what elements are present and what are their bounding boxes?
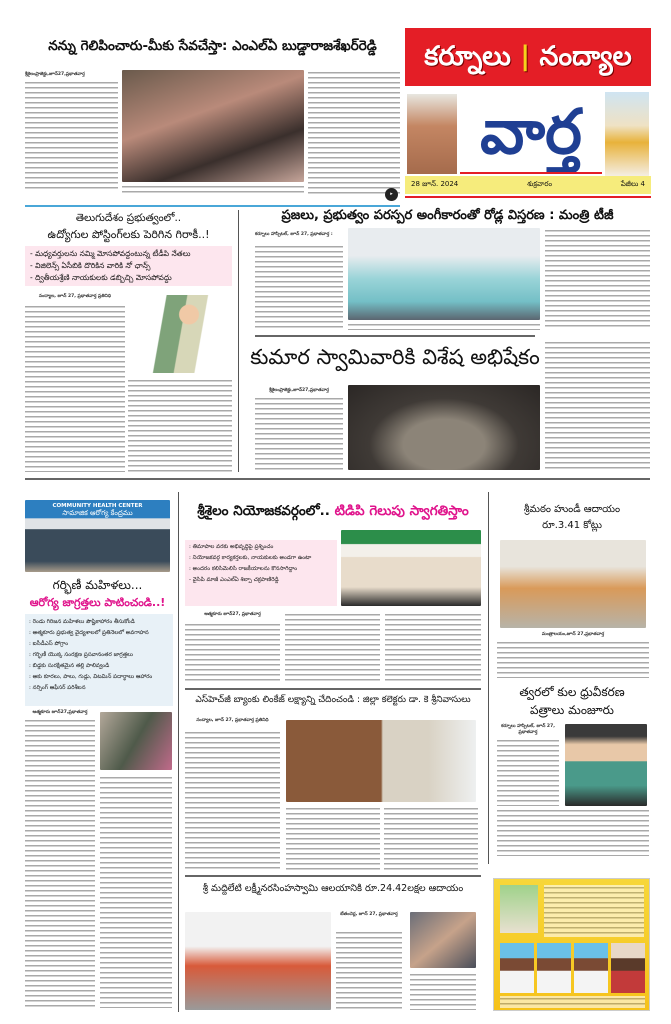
ad-portrait (500, 943, 534, 993)
logo-underline (460, 172, 602, 174)
temple-photo (348, 385, 540, 470)
section-divider (185, 875, 481, 877)
srimatham-dateline: మంత్రాలయం,జూన్ 27,ప్రభాతవార్త (541, 632, 605, 637)
health-center-photo (25, 500, 170, 572)
top-story-headline: నన్ను గెలిపించారు-మీకు సేవచేస్తా: ఎంఎల్‌ఏ బుడ్డారాజశేఖర్‌రెడ్డి (48, 38, 377, 54)
ad-portrait (611, 943, 645, 993)
highlight-item: : రెండు గిరిజన మహిళలు పౌష్టికాహారం తీసుకోండి (29, 619, 135, 625)
health-highlights (25, 614, 173, 706)
maddileti-body (336, 930, 402, 1010)
hundi-photo (500, 540, 646, 628)
issue-weekday: శుక్రవారం (527, 180, 553, 188)
kumara-body-2 (545, 340, 650, 470)
kumara-headline: కుమార స్వామివారికి విశేష అభిషేకం (250, 345, 540, 369)
highlight-item: : నర్సింగ్ ఆఫీసర్ పరిశీలన (29, 685, 86, 691)
srisailam-headline (183, 503, 483, 522)
srimatham-body (497, 640, 649, 678)
maddileti-body-2 (410, 972, 476, 1010)
srisailam-body (185, 622, 280, 682)
masthead-logo: వార్త (480, 95, 582, 168)
headline-part: టిడిపి గెలుపు స్వాగతిస్తాం (334, 503, 469, 519)
maddileti-headline: శ్రీ మద్దిలేటి లక్ష్మీనరసింహస్వామి ఆలయానికి రూ.24.42లక్షల ఆదాయం (202, 883, 464, 894)
caste-body-2 (497, 808, 649, 856)
hundi-counting-photo (410, 912, 476, 968)
masthead (405, 28, 651, 202)
column-divider (178, 492, 179, 1012)
ad-leader-photo (500, 885, 538, 933)
roads-dateline: కర్నూలు హాస్పిటల్, జూన్ 27, ప్రభాతవార్త : (255, 232, 333, 237)
roads-photo (348, 228, 540, 320)
sign-telugu: సామాజిక ఆరోగ్య కేంద్రము (62, 509, 133, 517)
roads-body-2 (545, 228, 650, 328)
sign-english: COMMUNITY HEALTH CENTER (52, 503, 143, 509)
highlight-item: : ఆకు కూరలు, పాలు, గుడ్లు, విటమిన్ పదార్థాలు ఆహారం (29, 674, 153, 680)
fort-image (407, 94, 457, 174)
highlight-item: - వైసిపి మాజీ ఎంఎల్‌ఏ శిల్పా చక్రపాణిరెడ్డి (189, 577, 279, 583)
column-divider (488, 492, 489, 864)
roads-body (255, 244, 343, 328)
srimatham-headline-1: శ్రీమఠం హుండీ ఆదాయం (523, 504, 621, 515)
postings-headline-1: తెలుగుదేశం ప్రభుత్వంలో.. (75, 212, 182, 224)
section-divider (185, 688, 481, 690)
headline-part: శ్రీశైలం నియోజకవర్గంలో.. (197, 503, 330, 519)
shg-body (185, 730, 280, 870)
highlight-item: : ఆత్మకూరు ప్రభుత్వ వైద్యశాలలో ప్రతినెలలో అవగాహన (29, 630, 149, 636)
caste-headline-2: పత్రాలు మంజూరు (530, 703, 614, 717)
shg-body-3 (384, 806, 478, 870)
highlight-item: - ద్వితీయశ్రేణి నాయకులకు డబ్బిచ్చి మోసపోవద్దు (30, 273, 172, 282)
health-body (25, 718, 95, 1008)
issue-date: 28 జూన్. 2024 (411, 180, 459, 188)
official-photo (565, 724, 647, 806)
masthead-rule (405, 196, 651, 198)
highlight-item: - విజిలెన్స్ ఏసీబికి దొరికిన వారికి నో ఛాన్స్ (30, 261, 151, 270)
press-meet-photo (341, 530, 481, 606)
collector-photo (286, 720, 476, 802)
top-divider (25, 205, 400, 207)
ad-text (544, 885, 644, 937)
date-strip (405, 176, 651, 194)
postings-dateline: నంద్యాల, జూన్ 27, ప్రభాతవార్త ప్రతినిధి (38, 294, 112, 299)
srisailam-body-3 (385, 612, 481, 682)
cartoon-illustration (135, 295, 225, 373)
srisailam-dateline: ఆత్మకూరు జూన్27, ప్రభాతవార్త (204, 612, 261, 617)
annadanam-photo (185, 912, 331, 1010)
maddileti-dateline: బేతంచెర్ల, జూన్ 27, ప్రభాతవార్త (340, 912, 398, 917)
top-story-dateline: శ్రీశైలంప్రాజెక్టు,జూన్27,ప్రభాతవార్త (25, 72, 85, 77)
section-divider (255, 335, 535, 337)
top-story-body-2 (308, 70, 400, 196)
shg-body-2 (286, 806, 380, 870)
top-story-caption (122, 184, 304, 196)
health-body-2 (100, 775, 172, 1008)
postings-body (25, 304, 125, 472)
page-count: పేజీలు 4 (620, 180, 645, 188)
top-story-photo (122, 70, 304, 182)
highlight-item: : గర్భిణీ యొక్క సంరక్షణ ప్రసవానంతర జాగ్రత్తలు (29, 652, 133, 658)
highlight-item: : బిడ్డకు సురక్షితమైన తల్లి పాలివ్వండి (29, 663, 110, 669)
health-dateline: ఆత్మకూరు జూన్27,ప్రభాతవార్త (32, 710, 88, 715)
highlight-item: : అందరం కలిసిమెలిసి రాజకీయాలను కొనసాగిద్దాం (189, 566, 298, 572)
roads-headline: ప్రజలు, ప్రభుత్వం పరస్పర అంగీకారంతో రోడ్ల విస్తరణ : మంత్రి టీజీ (281, 208, 614, 223)
ad-portrait (574, 943, 608, 993)
srisailam-body-2 (285, 612, 380, 682)
kumara-dateline: శ్రీశైలంప్రాజెక్టు,జూన్27,ప్రభాతవార్త (269, 388, 329, 393)
health-headline-1: గర్భిణీ మహిళలు... (52, 578, 143, 592)
continued-icon: ▸ (385, 188, 398, 201)
srisailam-highlights (185, 540, 337, 606)
kumara-body (255, 396, 343, 470)
highlight-item: - మధ్యవర్తులను నమ్మి మోసపోవద్దంటున్న టీడీపి నేతలు (30, 249, 191, 258)
caste-dateline: కర్నూలు హాస్పిటల్, జూన్ 27, ప్రభాతవార్త (501, 724, 555, 735)
caste-body (497, 738, 559, 806)
srimatham-headline-2: రూ.3.41 కోట్లు (542, 520, 602, 531)
highlight-item: : ఐసీడీఎస్ పోగ్రాం (29, 641, 69, 647)
postings-body-2 (128, 378, 232, 472)
shg-headline: ఎస్‌హెచ్‌జీ బ్యాంకు లింకేజ్ లక్ష్యాన్ని చేదించండి : జిల్లా కలెక్టరు డా. కె శ్రీనివాసులు (195, 695, 471, 705)
health-headline-2: ఆరోగ్య జాగ్రత్తలు పాటించండి..! (29, 596, 166, 609)
advertisement (493, 878, 650, 1011)
health-photo (100, 712, 172, 770)
highlight-item: : నియోజకవర్గ కార్యకర్తలకు, నాయకులకు అండగా ఉంటా (189, 555, 312, 561)
column-divider (238, 210, 239, 472)
ad-captions (500, 996, 645, 1008)
masthead-title: కర్నూలు | నంద్యాల (405, 28, 651, 86)
highlight-item: : తిమాపాల వరకు అభివృద్ధిపై ప్రశ్నించం (189, 544, 274, 550)
shg-dateline: నంద్యాల, జూన్ 27, ప్రభాతవార్త ప్రతినిధి (196, 718, 269, 723)
postings-headline-2: ఉద్యోగుల పోస్టింగ్‌లకు పెరిగిన గిరాకీ..! (47, 228, 210, 241)
roads-caption (348, 322, 540, 330)
nandi-image (605, 92, 649, 176)
page-divider (25, 478, 650, 480)
postings-highlights (25, 246, 232, 286)
top-story-body (25, 80, 118, 190)
ad-portrait (537, 943, 571, 993)
ad-portraits (500, 943, 645, 993)
caste-headline-1: త్వరలో కుల ధ్రువీకరణ (519, 685, 625, 699)
